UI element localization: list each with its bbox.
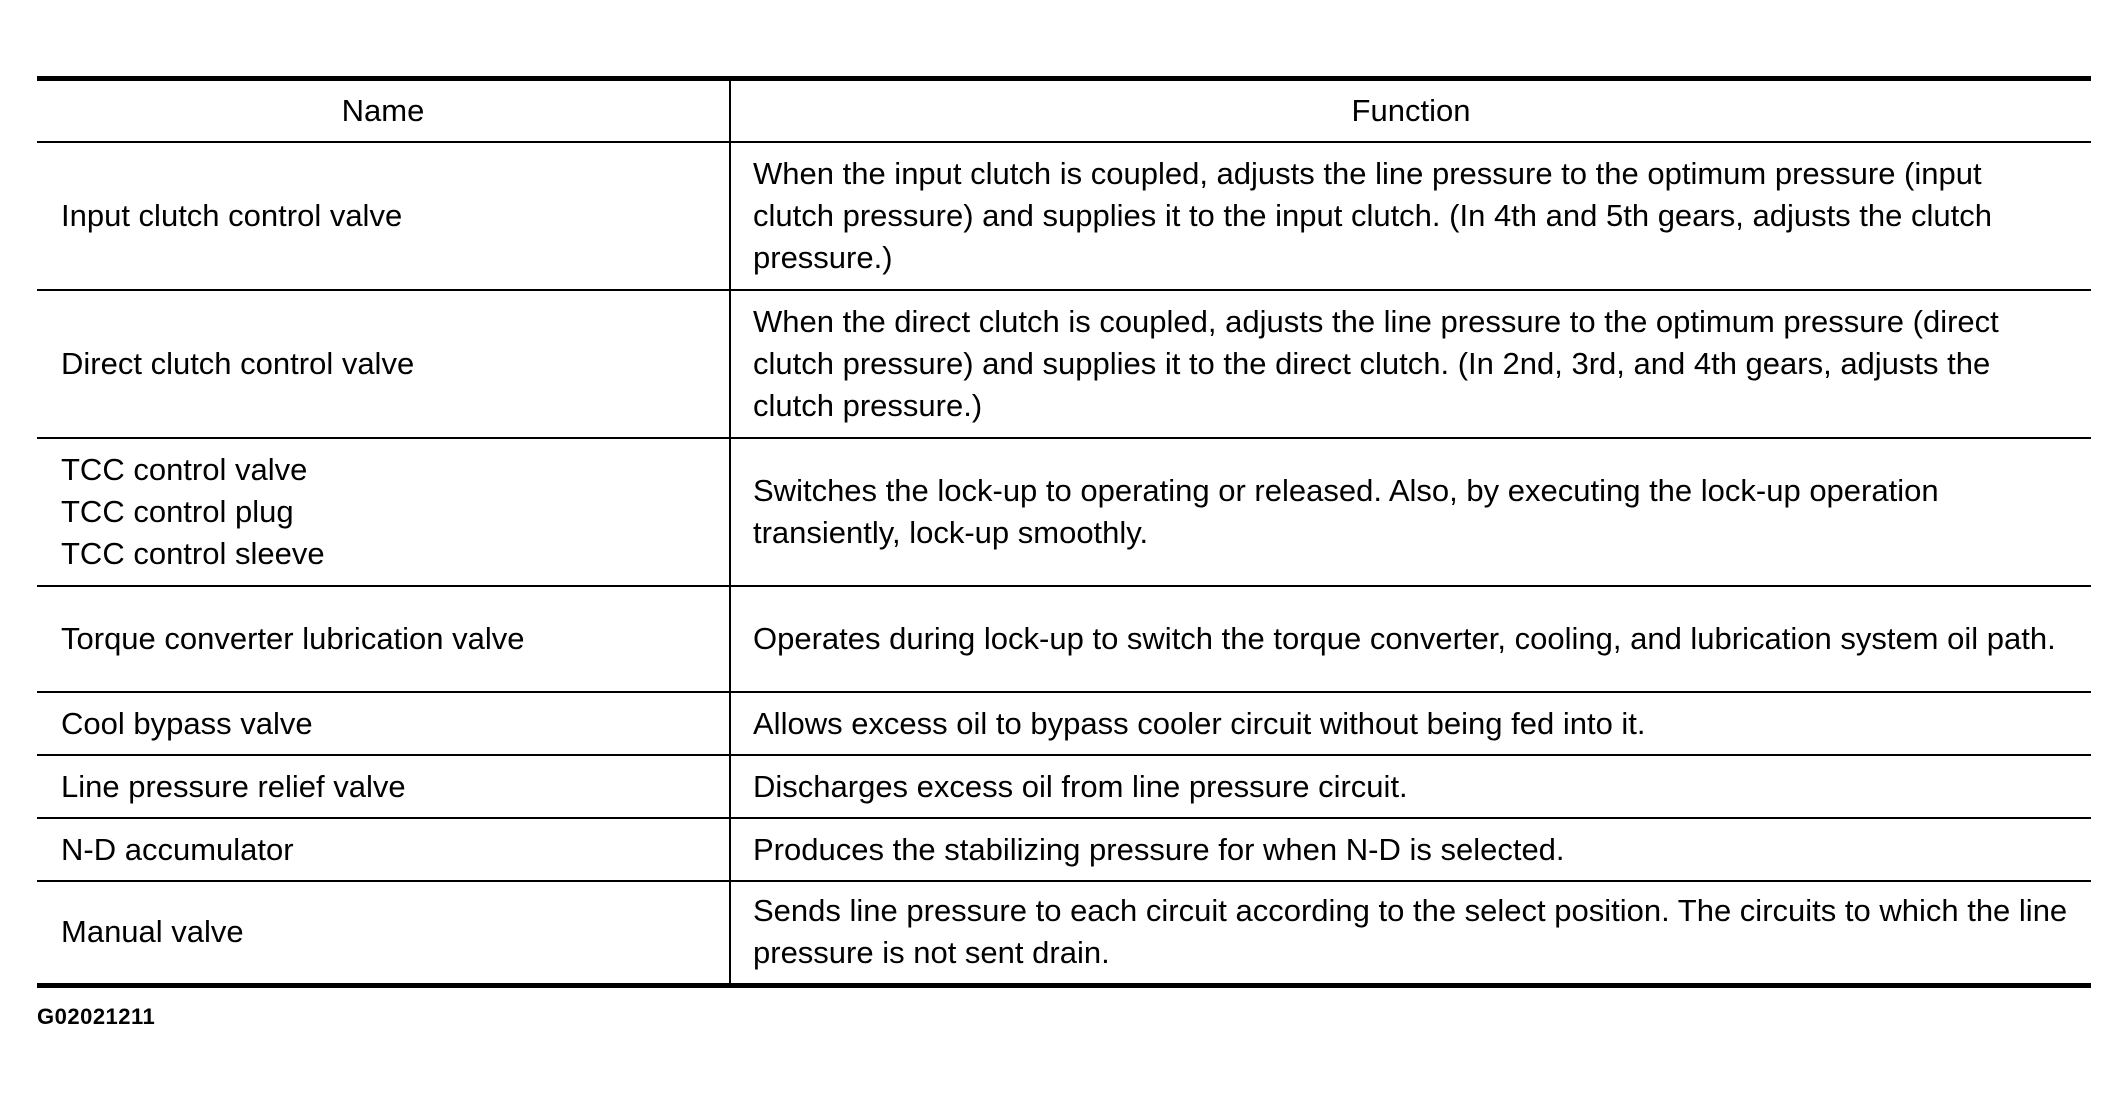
row-function-cell xyxy=(730,586,2091,692)
row-name-cell xyxy=(37,142,730,290)
component-function: Sends line pressure to each circuit according to the select position. The circuits to which the line pressure is not sent drain. xyxy=(753,893,2068,971)
row-function-cell xyxy=(730,142,2091,290)
header-function: Function xyxy=(730,79,2091,143)
row-name-cell xyxy=(37,692,730,755)
row-name-cell xyxy=(37,290,730,438)
row-function-cell xyxy=(730,692,2091,755)
component-function: Switches the lock-up to operating or released. Also, by executing the lock-up operation transiently, lock-up smoothly. xyxy=(753,473,1939,550)
row-function-cell xyxy=(730,755,2091,818)
row-function-cell xyxy=(730,438,2091,586)
row-function-cell xyxy=(730,290,2091,438)
table-header-row xyxy=(37,79,2091,143)
table-row xyxy=(37,881,2091,985)
figure-id: G02021211 xyxy=(37,1004,156,1029)
component-name: Manual valve xyxy=(61,914,244,950)
component-name: TCC control plug xyxy=(61,494,294,529)
component-function: Discharges excess oil from line pressure circuit. xyxy=(753,768,1408,804)
row-name-cell xyxy=(37,438,730,586)
table-row xyxy=(37,290,2091,438)
table-row xyxy=(37,818,2091,881)
row-name-cell xyxy=(37,755,730,818)
row-name-cell xyxy=(37,586,730,692)
component-function: Operates during lock-up to switch the torque converter, cooling, and lubrication system oil path. xyxy=(753,621,2056,656)
component-name: Input clutch control valve xyxy=(61,198,403,233)
valve-function-table xyxy=(37,76,2091,988)
component-name: Line pressure relief valve xyxy=(61,768,406,804)
table-row xyxy=(37,586,2091,692)
table-row xyxy=(37,692,2091,755)
component-function: When the input clutch is coupled, adjusts the line pressure to the optimum pressure (input clutch pressure) and supplies it to the input clutch. (In 4th and 5th gears, adjusts the clutch pressure.) xyxy=(753,156,1992,275)
row-name-cell xyxy=(37,818,730,881)
table-row xyxy=(37,142,2091,290)
row-name-cell xyxy=(37,881,730,985)
component-function: Produces the stabilizing pressure for when N-D is selected. xyxy=(753,831,1565,867)
component-name: Direct clutch control valve xyxy=(61,346,415,381)
row-function-cell xyxy=(730,818,2091,881)
component-name: N-D accumulator xyxy=(61,831,294,867)
component-name: TCC control sleeve xyxy=(61,536,325,571)
component-name: Torque converter lubrication valve xyxy=(61,621,525,656)
table-row xyxy=(37,438,2091,586)
component-function: Allows excess oil to bypass cooler circuit without being fed into it. xyxy=(753,705,1646,741)
header-name: Name xyxy=(37,79,730,143)
row-function-cell xyxy=(730,881,2091,985)
component-name: Cool bypass valve xyxy=(61,705,313,741)
component-function: When the direct clutch is coupled, adjusts the line pressure to the optimum pressure (direct clutch pressure) and supplies it to the direct clutch. (In 2nd, 3rd, and 4th gears, adjusts the clutch pressure.) xyxy=(753,304,1999,423)
component-name: TCC control valve xyxy=(61,452,308,487)
table-row xyxy=(37,755,2091,818)
